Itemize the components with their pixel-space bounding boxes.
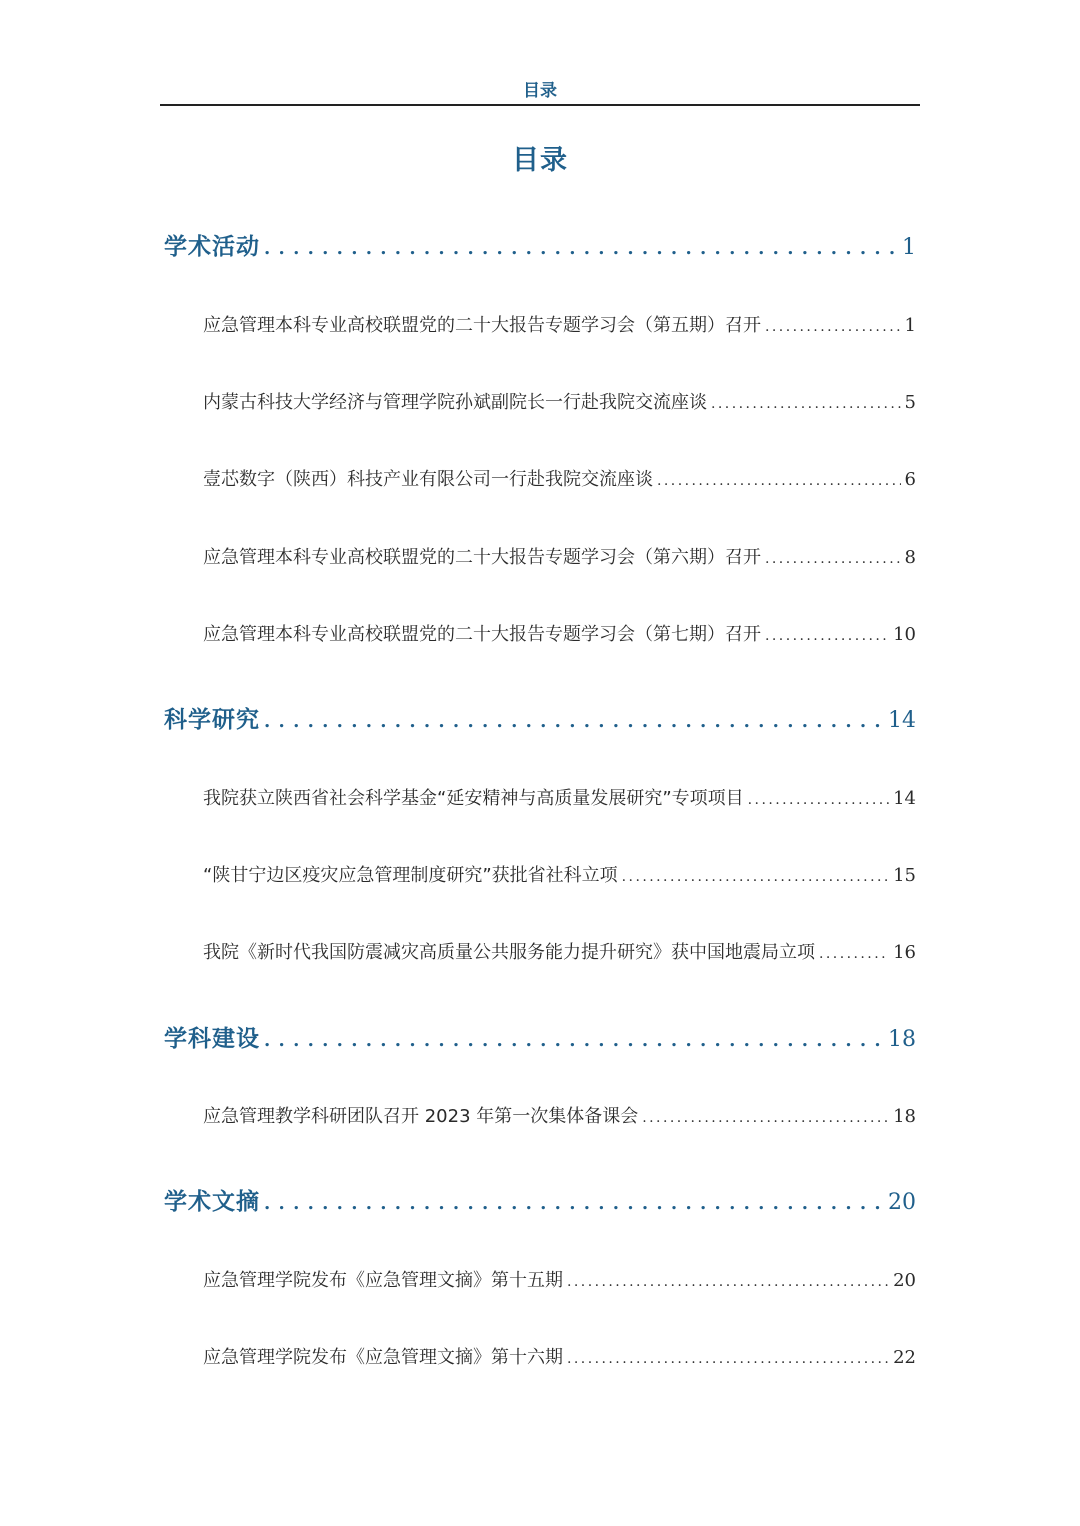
toc-page-number: 18 <box>888 1027 916 1052</box>
toc-entry[interactable] <box>203 1266 916 1292</box>
dot-leader <box>711 396 901 412</box>
toc-section-discipline-construction[interactable] <box>164 1020 916 1053</box>
toc-page-number: 14 <box>893 788 916 809</box>
dot-leader <box>765 628 889 644</box>
dot-leader <box>819 946 889 962</box>
dot-leader <box>567 1274 889 1290</box>
toc-entry-title: 应急管理本科专业高校联盟党的二十大报告专题学习会（第六期）召开 <box>203 547 761 568</box>
toc-page-number: 1 <box>904 315 916 336</box>
toc-page-number: 14 <box>888 708 916 733</box>
toc-section-academic-activities[interactable] <box>164 228 916 261</box>
toc-entry[interactable] <box>203 938 916 964</box>
dot-leader <box>765 551 901 567</box>
toc-page-number: 18 <box>893 1106 916 1127</box>
toc-entry-title: 应急管理学院发布《应急管理文摘》第十五期 <box>203 1270 563 1291</box>
toc-section-title: 学术文摘 <box>164 1189 260 1215</box>
toc-entry[interactable] <box>203 620 916 646</box>
toc-entry[interactable] <box>203 784 916 810</box>
toc-entry-title: “陕甘宁边区疫灾应急管理制度研究”获批省社科立项 <box>203 865 618 886</box>
toc-page-number: 20 <box>893 1270 916 1291</box>
dot-leader <box>748 792 889 808</box>
dot-leader <box>264 711 884 732</box>
dot-leader <box>657 473 901 489</box>
toc-entry-title: 内蒙古科技大学经济与管理学院孙斌副院长一行赴我院交流座谈 <box>203 392 707 413</box>
toc-entry[interactable] <box>203 1102 916 1128</box>
toc-section-title: 学术活动 <box>164 234 260 260</box>
toc-page-number: 15 <box>893 865 916 886</box>
toc-entry[interactable] <box>203 465 916 491</box>
dot-leader <box>264 1030 884 1051</box>
toc-entry-title: 壹芯数字（陕西）科技产业有限公司一行赴我院交流座谈 <box>203 469 653 490</box>
dot-leader <box>567 1351 889 1367</box>
toc-entry[interactable] <box>203 543 916 569</box>
toc-entry[interactable] <box>203 861 916 887</box>
toc-page-number: 1 <box>902 235 916 260</box>
toc-entry-title: 我院《新时代我国防震减灾高质量公共服务能力提升研究》获中国地震局立项 <box>203 942 815 963</box>
toc-page-number: 20 <box>888 1190 916 1215</box>
dot-leader <box>642 1110 889 1126</box>
toc-page-number: 22 <box>893 1347 916 1368</box>
toc-entry[interactable] <box>203 311 916 337</box>
toc-entry-title: 应急管理教学科研团队召开 2023 年第一次集体备课会 <box>203 1106 639 1127</box>
toc-section-academic-digest[interactable] <box>164 1183 916 1216</box>
toc-section-scientific-research[interactable] <box>164 701 916 734</box>
toc-entry-title: 应急管理学院发布《应急管理文摘》第十六期 <box>203 1347 563 1368</box>
toc-page-number: 6 <box>904 469 916 490</box>
header-rule <box>160 104 920 106</box>
toc-entry-title: 应急管理本科专业高校联盟党的二十大报告专题学习会（第七期）召开 <box>203 624 761 645</box>
toc-page-number: 5 <box>904 392 916 413</box>
toc-page-number: 16 <box>893 942 916 963</box>
toc-entry-title: 应急管理本科专业高校联盟党的二十大报告专题学习会（第五期）召开 <box>203 315 761 336</box>
running-header: 目录 <box>523 81 557 101</box>
dot-leader <box>765 319 901 335</box>
dot-leader <box>264 238 898 259</box>
dot-leader <box>622 869 889 885</box>
toc-entry[interactable] <box>203 388 916 414</box>
toc-entry-title: 我院获立陕西省社会科学基金“延安精神与高质量发展研究”专项项目 <box>203 788 744 809</box>
toc-entry[interactable] <box>203 1343 916 1369</box>
toc-section-title: 科学研究 <box>164 707 260 733</box>
toc-page-number: 8 <box>904 547 916 568</box>
dot-leader <box>264 1193 884 1214</box>
page-title: 目录 <box>512 145 568 176</box>
toc-section-title: 学科建设 <box>164 1026 260 1052</box>
toc-page-number: 10 <box>893 624 916 645</box>
